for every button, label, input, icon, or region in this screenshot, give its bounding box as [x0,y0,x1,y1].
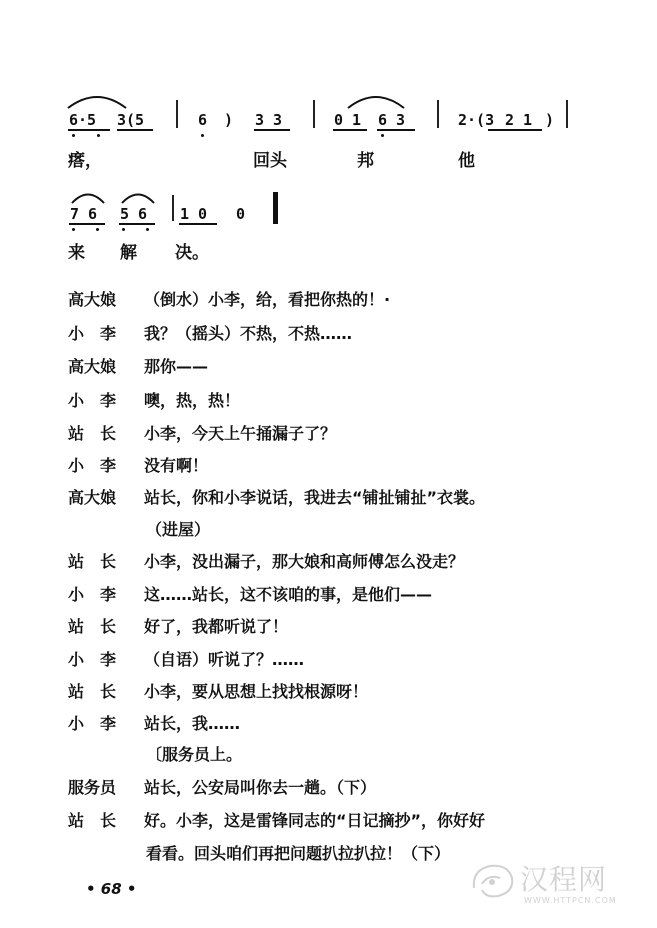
speaker: 小 李 [68,456,117,475]
line-text: 站长，你和小李说话，我进去“铺扯铺扯”衣裳。 [144,488,486,507]
watermark-text: 汉程网 [520,863,608,896]
speaker: 站 长 [68,617,117,636]
dialogue-line [68,618,288,636]
line-text: 我？（摇头）不热，不热…… [144,324,353,343]
barline [437,100,439,128]
note-group: 6 [198,111,208,129]
jianpu-score [0,0,657,280]
octave-dot [146,228,149,231]
dialogue-line [68,291,390,309]
note-group: 1 0 [180,205,208,223]
speaker: 高大娘 [68,488,117,507]
dialogue-line [68,358,208,376]
octave-dot [96,228,99,231]
speaker: 小 李 [68,714,117,733]
note-group: 2 1 [505,111,533,129]
line-text: 站长，公安局叫你去一趟。（下） [144,778,377,797]
note-group: 3(5 [117,111,145,129]
dialogue-line [68,586,432,604]
watermark-url: WWW.HTTPCN.COM [524,896,617,905]
line-text: 好。小李，这是雷锋同志的“日记摘抄”，你好好 [144,811,486,830]
octave-dot [97,134,100,137]
note-group: 3 3 [255,111,283,129]
final-barline [273,192,278,224]
dialogue-line [68,489,485,507]
barline [172,195,174,221]
dialogue-line [68,392,240,410]
note-underline [68,129,110,131]
dialogue-line [68,457,208,475]
speaker: 小 李 [68,585,117,604]
octave-dot [201,134,204,137]
speaker: 小 李 [68,391,117,410]
note-underline [333,129,367,131]
note-group: 2·(3 [458,111,495,129]
speaker: 小 李 [68,650,117,669]
line-text: 那你—— [144,357,209,376]
note-group: 6 3 [378,111,406,129]
dialogue-line [68,651,304,669]
lyric: 邦 [357,151,374,171]
watermark [468,858,643,912]
barline [566,100,568,128]
line-text: 这……站长，这不该咱的事，是他们—— [144,585,433,604]
speaker: 站 长 [68,424,117,443]
dialogue-line [68,715,240,733]
slur [70,190,106,206]
barline [313,100,315,128]
octave-dot [72,134,75,137]
lyric: 决。 [175,243,209,263]
lyric: 他 [458,151,475,171]
note-underline [117,129,153,131]
stage-direction: （进屋） [146,520,211,539]
note-group: ) [224,111,234,129]
line-continuation: 看看。回头咱们再把问题扒拉扒拉！（下） [146,844,451,863]
note-underline [488,129,542,131]
note-group: 6·5 [69,111,97,129]
line-text: 小李，今天上午捅漏子了？ [144,424,337,443]
slur [120,190,156,206]
lyric: 来 [68,243,85,263]
speaker: 高大娘 [68,357,117,376]
note-group: 0 [236,205,246,223]
note-underline [179,223,217,225]
line-text: 站长，我…… [144,714,241,733]
lyric: 解 [120,243,137,263]
line-text: （倒水）小李，给，看把你热的！· [144,290,391,309]
note-group: 5 6 [120,205,148,223]
slur [346,92,406,112]
note-group: 7 6 [70,205,98,223]
dialogue-line [68,779,376,797]
note-group: ) [545,111,555,129]
dialogue-line [68,683,368,701]
note-group: 0 1 [334,111,362,129]
note-underline [377,129,415,131]
line-text: （自语）听说了？…… [144,650,305,669]
stage-direction: 〔服务员上。 [146,745,243,764]
dialogue-line [68,425,336,443]
speaker: 站 长 [68,552,117,571]
line-text: 没有啊！ [144,456,209,475]
page-number: • 68 • [86,880,137,898]
note-underline [69,223,105,225]
lyric: 瘩， [68,151,102,171]
note-underline [254,129,290,131]
octave-dot [72,228,75,231]
line-text: 噢，热，热！ [144,391,241,410]
dialogue-line [68,325,352,343]
slur [66,92,128,112]
barline [176,100,178,128]
speaker: 站 长 [68,811,117,830]
watermark-logo-icon [468,858,520,904]
octave-dot [122,228,125,231]
line-text: 好了，我都听说了！ [144,617,289,636]
dialogue-line [68,553,464,571]
note-underline [119,223,155,225]
line-text: 小李，要从思想上找找根源呀！ [144,682,369,701]
lyric: 回头 [253,151,287,171]
speaker: 小 李 [68,324,117,343]
speaker: 站 长 [68,682,117,701]
dialogue-line [68,812,485,830]
line-text: 小李，没出漏子，那大娘和高师傅怎么没走？ [144,552,465,571]
octave-dot [381,134,384,137]
speaker: 高大娘 [68,290,117,309]
speaker: 服务员 [68,778,117,797]
